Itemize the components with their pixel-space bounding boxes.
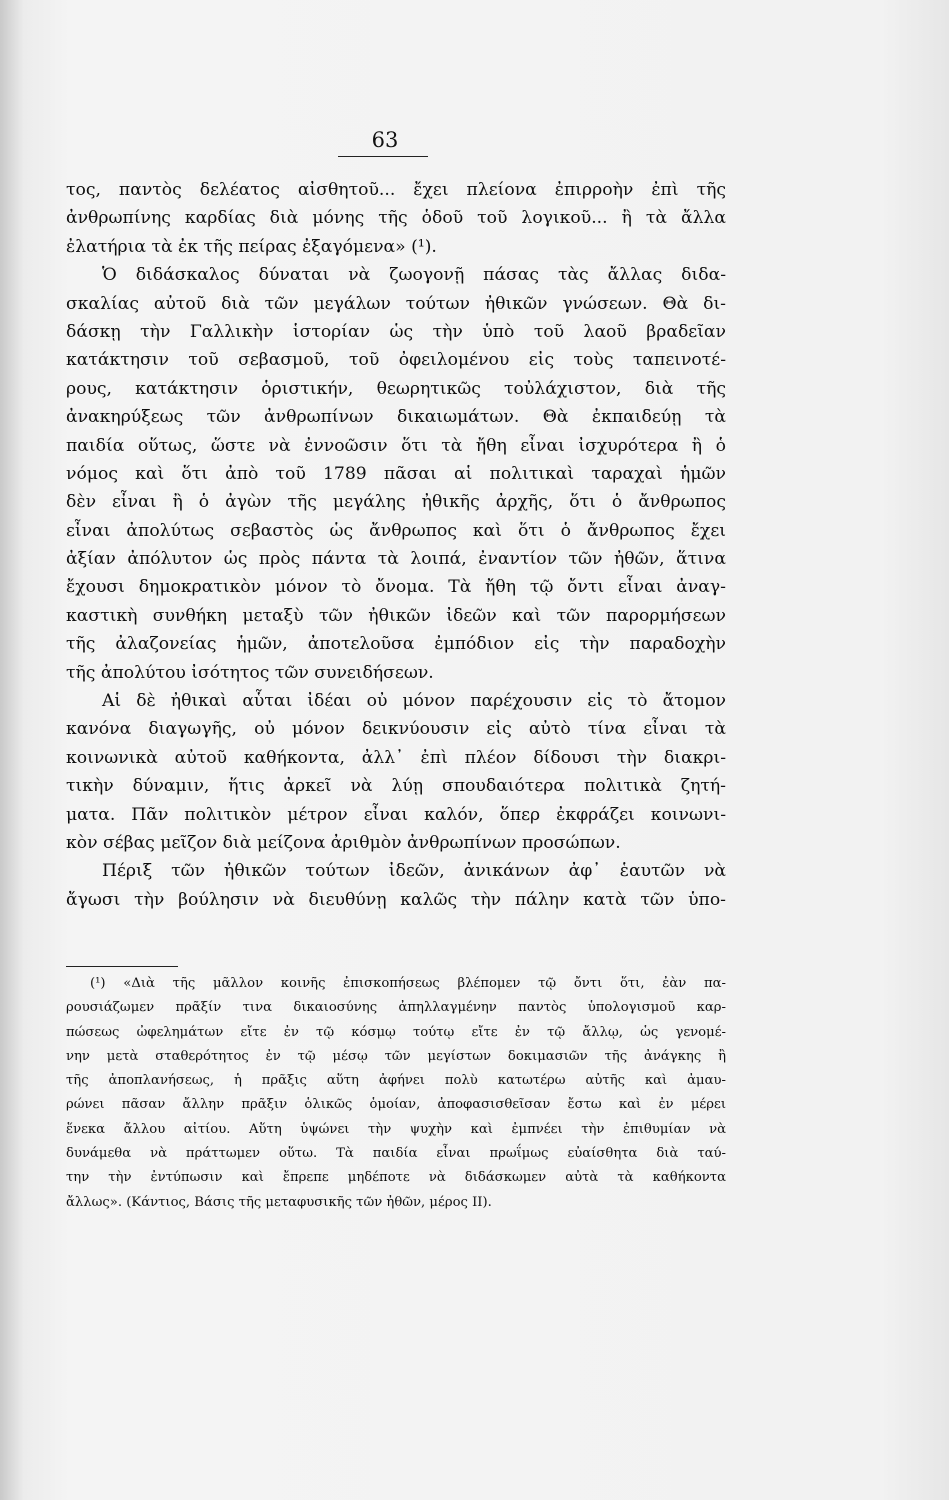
text-line: παιδία οὕτως, ὥστε νὰ ἐννοῶσιν ὅτι τὰ ἤθη εἶναι ἰσχυρότερα ἢ ὁ <box>66 435 726 456</box>
footnote-line: (¹) «Διὰ τῆς μᾶλλον κοινῆς ἐπισκοπήσεως βλέπομεν τῷ ὄντι ὅτι, ἐὰν πα- <box>90 976 726 991</box>
text-line: κοινωνικὰ αὐτοῦ καθήκοντα, ἀλλ᾽ ἐπὶ πλέον δίδουσι τὴν διακρι- <box>66 747 726 768</box>
text-line: κατάκτησιν τοῦ σεβασμοῦ, τοῦ ὀφειλομένου εἰς τοὺς ταπεινοτέ- <box>66 350 726 371</box>
text-line: ἀνακηρύξεως τῶν ἀνθρωπίνων δικαιωμάτων. Θὰ ἐκπαιδεύῃ τὰ <box>66 407 726 428</box>
text-line: τος, παντὸς δελέατος αἰσθητοῦ... ἔχει πλείονα ἐπιρροὴν ἐπὶ τῆς <box>66 180 726 200</box>
text-line: σκαλίας αὐτοῦ διὰ τῶν μεγάλων τούτων ἠθικῶν γνώσεων. Θὰ δι- <box>66 293 726 314</box>
text-line: τικὴν δύναμιν, ἥτις ἀρκεῖ νὰ λύῃ σπουδαιότερα πολιτικὰ ζητή- <box>66 776 726 797</box>
footnote-rule <box>66 966 178 967</box>
text-line: ρους, κατάκτησιν ὁριστικήν, θεωρητικῶς τοὐλάχιστον, διὰ τῆς <box>66 378 726 399</box>
text-line: ἀξίαν ἀπόλυτον ὡς πρὸς πάντα τὰ λοιπά, ἐναντίον τῶν ἠθῶν, ἅτινα <box>66 549 726 570</box>
text-line: καστικὴ συνθήκη μεταξὺ τῶν ἠθικῶν ἰδεῶν καὶ τῶν παρορμήσεων <box>66 605 726 626</box>
text-line: δὲν εἶναι ἢ ὁ ἀγὼν τῆς μεγάλης ἠθικῆς ἀρχῆς, ὅτι ὁ ἄνθρωπος <box>66 492 726 513</box>
text-line: ἀνθρωπίνης καρδίας διὰ μόνης τῆς ὁδοῦ τοῦ λογικοῦ... ἢ τὰ ἄλλα <box>66 208 726 229</box>
text-line: κανόνα διαγωγῆς, οὐ μόνον δεικνύουσιν εἰς αὐτὸ τίνα εἶναι τὰ <box>66 719 726 740</box>
text-line: ἐλατήρια τὰ ἐκ τῆς πείρας ἐξαγόμενα» (¹). <box>66 236 437 257</box>
footnote-line: δυνάμεθα νὰ πράττωμεν οὕτω. Τὰ παιδία εἶναι πρωΐμως εὐαίσθητα διὰ ταύ- <box>66 1146 726 1162</box>
footnote-line: την τὴν ἐντύπωσιν καὶ ἔπρεπε μηδέποτε νὰ διδάσκωμεν αὐτὰ τὰ καθήκοντα <box>66 1170 726 1186</box>
text-line: ἄγωσι τὴν βούλησιν νὰ διευθύνῃ καλῶς τὴν πάλην κατὰ τῶν ὑπο- <box>66 889 726 910</box>
footnote-line: ρώνει πᾶσαν ἄλλην πρᾶξιν ὁλικῶς ὁμοίαν, ἀποφασισθεῖσαν ἔστω καὶ ἐν μέρει <box>66 1097 726 1113</box>
text-line: δάσκῃ τὴν Γαλλικὴν ἱστορίαν ὡς τὴν ὑπὸ τοῦ λαοῦ βραδεῖαν <box>66 321 726 342</box>
text-line: Πέριξ τῶν ἠθικῶν τούτων ἰδεῶν, ἀνικάνων ἀφ᾽ ἑαυτῶν νὰ <box>102 861 726 882</box>
footnote-line: πώσεως ὠφελημάτων εἴτε ἐν τῷ κόσμῳ τούτῳ εἴτε ἐν τῷ ἄλλῳ, ὡς γενομέ- <box>66 1024 726 1040</box>
footnote-line: ἄλλως». (Κάντιος, Βάσις τῆς μεταφυσικῆς τῶν ἠθῶν, μέρος ΙΙ). <box>66 1194 492 1210</box>
footnote-line: τῆς ἀποπλανήσεως, ἡ πρᾶξις αὕτη ἀφήνει πολὺ κατωτέρω αὐτῆς καὶ ἀμαυ- <box>66 1073 726 1089</box>
text-line: ματα. Πᾶν πολιτικὸν μέτρον εἶναι καλόν, ὅπερ ἐκφράζει κοινωνι- <box>66 804 726 825</box>
footnote-line: νην μετὰ σταθερότητος ἐν τῷ μέσῳ τῶν μεγίστων δοκιμασιῶν τῆς ἀνάγκης ἢ <box>66 1048 726 1064</box>
footnotes <box>66 972 726 1215</box>
text-line: τῆς ἀλαζονείας ἡμῶν, ἀποτελοῦσα ἐμπόδιον εἰς τὴν παραδοχὴν <box>66 634 726 655</box>
page-number-rule <box>338 156 428 157</box>
text-line: εἶναι ἀπολύτως σεβαστὸς ὡς ἄνθρωπος καὶ ὅτι ὁ ἄνθρωπος ἔχει <box>66 520 726 541</box>
text-line: Ὁ διδάσκαλος δύναται νὰ ζωογονῇ πάσας τὰς ἄλλας διδα- <box>102 265 726 286</box>
footnote-line: ἕνεκα ἄλλου αἰτίου. Αὕτη ὑψώνει τὴν ψυχὴν καὶ ἐμπνέει τὴν ἐπιθυμίαν νὰ <box>66 1121 726 1137</box>
text-line: ἔχουσι δημοκρατικὸν μόνον τὸ ὄνομα. Τὰ ἤθη τῷ ὄντι εἶναι ἀναγ- <box>66 577 726 598</box>
footnote-line: ρουσιάζωμεν πρᾶξίν τινα δικαιοσύνης ἀπηλλαγμένην παντὸς ὑπολογισμοῦ καρ- <box>66 1000 726 1016</box>
text-line: νόμος καὶ ὅτι ἀπὸ τοῦ 1789 πᾶσαι αἱ πολιτικαὶ ταραχαὶ ἡμῶν <box>66 463 726 484</box>
body-text <box>66 176 726 914</box>
text-line: τῆς ἀπολύτου ἰσότητος τῶν συνειδήσεων. <box>66 662 434 683</box>
text-line: κὸν σέβας μεῖζον διὰ μείζονα ἀριθμὸν ἀνθρωπίνων προσώπων. <box>66 832 621 853</box>
text-line: Αἱ δὲ ἠθικαὶ αὗται ἰδέαι οὐ μόνον παρέχουσιν εἰς τὸ ἄτομον <box>102 691 726 712</box>
page-number: 63 <box>371 128 399 152</box>
